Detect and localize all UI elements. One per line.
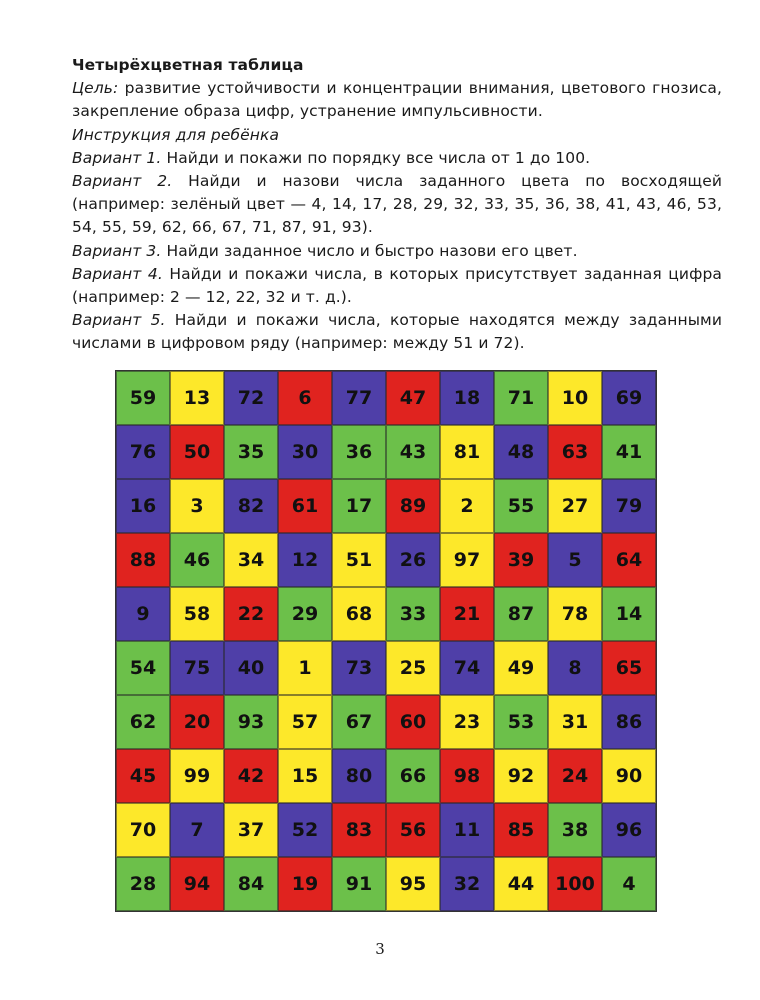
table-cell: 54: [116, 641, 170, 695]
table-cell: 61: [278, 479, 332, 533]
table-cell: 100: [548, 857, 602, 911]
table-cell: 11: [440, 803, 494, 857]
table-cell: 29: [278, 587, 332, 641]
table-cell: 63: [548, 425, 602, 479]
table-cell: 4: [602, 857, 656, 911]
table-cell: 94: [170, 857, 224, 911]
table-cell: 23: [440, 695, 494, 749]
table-cell: 3: [170, 479, 224, 533]
goal-label: Цель:: [72, 79, 119, 98]
table-cell: 41: [602, 425, 656, 479]
table-cell: 37: [224, 803, 278, 857]
table-cell: 36: [332, 425, 386, 479]
table-cell: 90: [602, 749, 656, 803]
table-cell: 47: [386, 371, 440, 425]
table-cell: 19: [278, 857, 332, 911]
table-cell: 68: [332, 587, 386, 641]
table-cell: 59: [116, 371, 170, 425]
variant-text: Найди и покажи числа, в которых присутствует заданная цифра (например: 2 — 12, 22, 32 и т. д.).: [72, 264, 722, 307]
table-cell: 31: [548, 695, 602, 749]
variant-label: Вариант 2.: [72, 172, 173, 191]
table-cell: 8: [548, 641, 602, 695]
table-cell: 32: [440, 857, 494, 911]
variant-text: Найди заданное число и быстро назови его цвет.: [161, 241, 578, 260]
variant-text: Найди и назови числа заданного цвета по восходящей (например: зелёный цвет — 4, 14, 17, 28, 29, 32, 33, 35, 36, 38, 41, 43, 46, 53, 54, 55, 59, 62, 66, 67, 71, 87, 91, 93).: [72, 172, 723, 237]
table-cell: 77: [332, 371, 386, 425]
table-cell: 82: [224, 479, 278, 533]
table-cell: 78: [548, 587, 602, 641]
table-cell: 72: [224, 371, 278, 425]
variant-5: [72, 309, 722, 355]
table-cell: 57: [278, 695, 332, 749]
table-cell: 76: [116, 425, 170, 479]
table-cell: 89: [386, 479, 440, 533]
table-cell: 14: [602, 587, 656, 641]
table-cell: 28: [116, 857, 170, 911]
table-cell: 53: [494, 695, 548, 749]
table-cell: 42: [224, 749, 278, 803]
table-cell: 70: [116, 803, 170, 857]
table-cell: 45: [116, 749, 170, 803]
table-cell: 5: [548, 533, 602, 587]
table-cell: 52: [278, 803, 332, 857]
page-title: Четырёхцветная таблица: [72, 56, 304, 74]
variant-text: Найди и покажи числа, которые находятся между заданными числами в цифровом ряду (например: между 51 и 72).: [72, 311, 722, 353]
table-cell: 50: [170, 425, 224, 479]
table-cell: 35: [224, 425, 278, 479]
table-cell: 55: [494, 479, 548, 533]
table-cell: 10: [548, 371, 602, 425]
table-cell: 44: [494, 857, 548, 911]
table-cell: 98: [440, 749, 494, 803]
table-cell: 38: [548, 803, 602, 857]
instruction-heading: Инструкция для ребёнка: [72, 125, 280, 144]
table-cell: 22: [224, 587, 278, 641]
table-cell: 87: [494, 587, 548, 641]
table-cell: 51: [332, 533, 386, 587]
table-cell: 88: [116, 533, 170, 587]
table-cell: 79: [602, 479, 656, 533]
table-cell: 12: [278, 533, 332, 587]
table-cell: 9: [116, 587, 170, 641]
table-cell: 27: [548, 479, 602, 533]
variant-label: Вариант 5.: [72, 311, 166, 330]
table-cell: 25: [386, 641, 440, 695]
table-cell: 2: [440, 479, 494, 533]
table-cell: 15: [278, 749, 332, 803]
table-cell: 73: [332, 641, 386, 695]
table-cell: 6: [278, 371, 332, 425]
table-cell: 20: [170, 695, 224, 749]
table-cell: 1: [278, 641, 332, 695]
variant-text: Найди и покажи по порядку все числа от 1 до 100.: [161, 148, 591, 167]
table-cell: 71: [494, 371, 548, 425]
table-cell: 85: [494, 803, 548, 857]
table-cell: 58: [170, 587, 224, 641]
table-cell: 26: [386, 533, 440, 587]
table-cell: 75: [170, 641, 224, 695]
page-number: 3: [375, 940, 385, 958]
table-cell: 30: [278, 425, 332, 479]
variant-3: [72, 240, 722, 263]
variant-2: [72, 170, 722, 240]
table-cell: 7: [170, 803, 224, 857]
table-cell: 92: [494, 749, 548, 803]
table-cell: 64: [602, 533, 656, 587]
variant-label: Вариант 3.: [72, 241, 162, 260]
table-cell: 67: [332, 695, 386, 749]
table-cell: 24: [548, 749, 602, 803]
variant-label: Вариант 4.: [72, 264, 163, 283]
table-cell: 56: [386, 803, 440, 857]
table-cell: 74: [440, 641, 494, 695]
four-color-table: [115, 370, 657, 912]
instructions-text: [72, 54, 722, 356]
table-cell: 18: [440, 371, 494, 425]
table-cell: 13: [170, 371, 224, 425]
table-cell: 34: [224, 533, 278, 587]
table-cell: 33: [386, 587, 440, 641]
table-cell: 80: [332, 749, 386, 803]
table-cell: 69: [602, 371, 656, 425]
table-cell: 40: [224, 641, 278, 695]
goal-text: развитие устойчивости и концентрации внимания, цветового гнозиса, закрепление образа цифр, устранение импульсивности.: [72, 79, 722, 121]
table-cell: 66: [386, 749, 440, 803]
table-cell: 48: [494, 425, 548, 479]
table-cell: 21: [440, 587, 494, 641]
table-cell: 99: [170, 749, 224, 803]
goal-paragraph: [72, 77, 722, 123]
table-cell: 97: [440, 533, 494, 587]
table-cell: 62: [116, 695, 170, 749]
table-cell: 46: [170, 533, 224, 587]
table-cell: 81: [440, 425, 494, 479]
table-cell: 65: [602, 641, 656, 695]
table-cell: 43: [386, 425, 440, 479]
table-cell: 17: [332, 479, 386, 533]
variant-1: [72, 147, 722, 170]
table-cell: 49: [494, 641, 548, 695]
variant-4: [72, 263, 722, 309]
table-cell: 91: [332, 857, 386, 911]
variant-label: Вариант 1.: [72, 148, 162, 167]
table-cell: 93: [224, 695, 278, 749]
table-cell: 83: [332, 803, 386, 857]
table-cell: 84: [224, 857, 278, 911]
table-cell: 39: [494, 533, 548, 587]
table-cell: 95: [386, 857, 440, 911]
table-cell: 16: [116, 479, 170, 533]
table-cell: 60: [386, 695, 440, 749]
table-cell: 86: [602, 695, 656, 749]
table-cell: 96: [602, 803, 656, 857]
